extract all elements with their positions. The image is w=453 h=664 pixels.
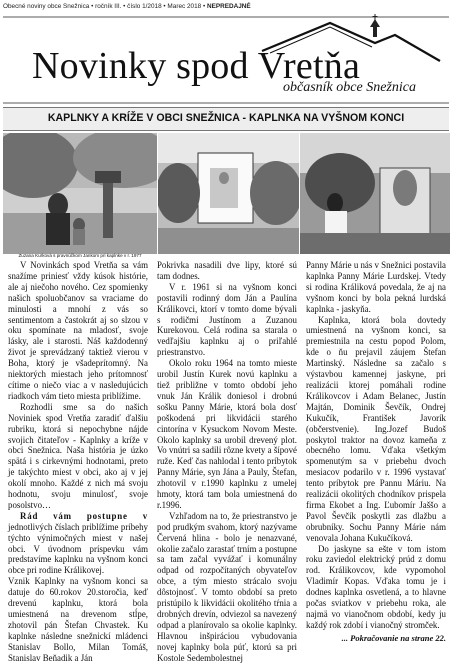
paragraph: Vzhľadom na to, že priestranstvo je pod prudkým svahom, ktorý nazývame Červená hlina - bolo je nenazvané, okolie začalo zarastať trním a postupne sa tam začal vyvážať i komunálny odpad od rozpočítaných obyvateľov obce, a tým miesto strácalo svoju dôstojnosť. V tomto období sa preto pristúpilo k likvidácii okolitého tŕnia a drobných drevín, odviezol sa navezený odpad a planírovalo sa okolie kaplnky. Hlavnou inšpiráciou vybudovania novej kaplnky bola púť, ktorú sa pri Kostole Sedembolestnej <box>157 510 297 663</box>
text: jednotlivých číslach priblížime príbehy týchto výnimočných miest v našej obci. V úvodnom príspevku vám predstavíme kaplnku na vyšnom konci obce pri rodine Králikovej. <box>8 521 148 576</box>
photo-caption: Zuzana Kurková s pravnúčkom Jankom pri kaplnke v r. 1977 <box>18 253 142 258</box>
paragraph: Kaplnka, ktorá bola dovtedy umiestnená na vyšnom konci, sa premiestnila na cestu popod Polom, kde o ňu prejavil záujem Štefan Martinský. Následne sa začalo s výstavbou kamennej jaskyne, pri realizácii ktorej pomáhali rodine Králikovcov i Adam Belanec, Justín Majtán, Dominik Ševčík, Ondrej Kukučík, František Javorík (občerstvenie). Ing.Jozef Budoš poskytol traktor na dovoz kameňa z obecného lomu. Vďaka všetkým spomenutým sa v priebehu dvoch mesiacov podarilo v r. 1996 vystavať tento príbytok pre Pannu Máriu. Na realizácii okolitých chodníkov prispela firma Ekobet a Ing. Ľubomír Jaššo a Pavol Ševčík poskytli zas dlažbu a obrubníky. Sochu Panny Márie nám venovala Johana Kukučíková. <box>306 314 446 543</box>
paragraph: Vznik Kaplnky na vyšnom konci sa datuje do 60.rokov 20.storočia, keď drevenú kaplnku, ktorá bola umiestnená na drevenom stĺpe, zhotovil pán Štefan Chvastek. Ku kaplnke následne snežnickí mládenci Stanislav Bollo, Milan Tomáš, Stanislav Beňadik a Ján <box>8 576 148 663</box>
price-label: NEPREDAJNÉ <box>206 3 251 10</box>
paragraph: Okolo roku 1964 na tomto mieste urobil Justín Kurek novú kaplnku a tiež približne v tomto období jeho vnuk Ján Králik doniesol i drobnú sošku Panny Márie, ktorá bola dosť poškodená pri likvidácii starého cintorína v Kysuckom Novom Meste. Okolo kaplnky sa urobil drevený plot. Vo vnútri sa sadili rôzne kvety a šípové ruže. Keď čas nahlodal i tento príbytok Panny Márie, syn Jána a Pauly, Štefan, zhotovil v r.1990 kaplnku z umelej hmoty, ktorá tam bola umiestnená do r.1996. <box>157 358 297 510</box>
photo-chapel-altar <box>158 133 299 254</box>
newspaper-subtitle: občasník obce Snežnica <box>283 80 416 95</box>
photo-woman-child-chapel <box>3 133 157 254</box>
newspaper-title: Novinky spod Vretňa <box>32 45 361 87</box>
paragraph: V Novinkách spod Vretňa sa vám snažíme priniesť vždy kúsok histórie, ale aj niečoho nového. Cez spomienky našich spoluobčanov sa vraciame do minulosti a mnohí z vás so sentimentom a častokrát aj so slzou v oku spomínate na mladosť, svoje lásky, ale i starosti. Náš každodenný život je sprevádzaný taktiež vierou v Boha, ktorý je všadeprítomný. Na niektorých miestach jeho prítomnosť cítime o niečo viac a v nasledujúcich riadkoch vám tieto miesta priblížime. <box>8 260 148 401</box>
article-column-2 <box>157 260 297 664</box>
spaced-text: Rád vám postupne v <box>20 510 148 521</box>
headline-bar <box>3 107 449 131</box>
masthead-issue-line <box>0 0 453 13</box>
paragraph: Panny Márie u nás v Snežnici postavila kaplnka Panny Márie Lurdskej. Vtedy si rodina Králiková povedala, že aj na vyšnom konci by bola pekná lurdská kaplnka - jaskyňa. <box>306 260 446 314</box>
paragraph: V r. 1961 si na vyšnom konci postavili rodinný dom Ján a Paulína Králikovci, ktorí v tomto dome bývali s rodičmi Justínom a Zuzanou Kurekovou. Celá rodina sa starala o vedľajšiu kaplnku aj o priľahlé priestranstvo. <box>157 281 297 358</box>
paragraph <box>8 511 148 576</box>
paragraph: Pokrivka nasadili dve lipy, ktoré sú tam dodnes. <box>157 260 297 281</box>
article-column-1 <box>8 260 148 664</box>
issue-info: Obecné noviny obce Snežnica • ročník III. • číslo 1/2018 • Marec 2018 • <box>3 3 206 10</box>
photo-priest-blessing <box>300 133 450 254</box>
paragraph: Rozhodli sme sa do našich Noviniek spod Vretňa zaradiť ďalšiu rubriku, ktorá si nepochybne nájde svojich čitateľov - Kaplnky a kríže v obci Snežnica. Naša história je úzko spätá i s cirkevnými hodnotami, preto je takýchto miest v obci, ako aj v jej okolí mnoho. Každé z nich má svoju hodnotu, svoju minulosť, svoje posolstvo… <box>8 401 148 510</box>
article-headline: KAPLNKY A KRÍŽE V OBCI SNEŽNICA - KAPLNKA NA VYŠNOM KONCI <box>47 112 405 124</box>
paragraph: Do jaskyne sa ešte v tom istom roku zaviedol elektrický prúd z domu rod. Králikovcov, kde vypomohol Vladimír Kopas. Vďaka tomu je i dodnes kaplnka osvetlená, a to hlavne počas sviatkov v priebehu roka, ale najmä vo vianočnom období, kedy ju každý rok zdobí i vianočný stromček. <box>306 543 446 630</box>
continuation-link[interactable]: ... Pokračovanie na strane 22. <box>341 632 446 643</box>
article-column-3 <box>306 260 446 644</box>
